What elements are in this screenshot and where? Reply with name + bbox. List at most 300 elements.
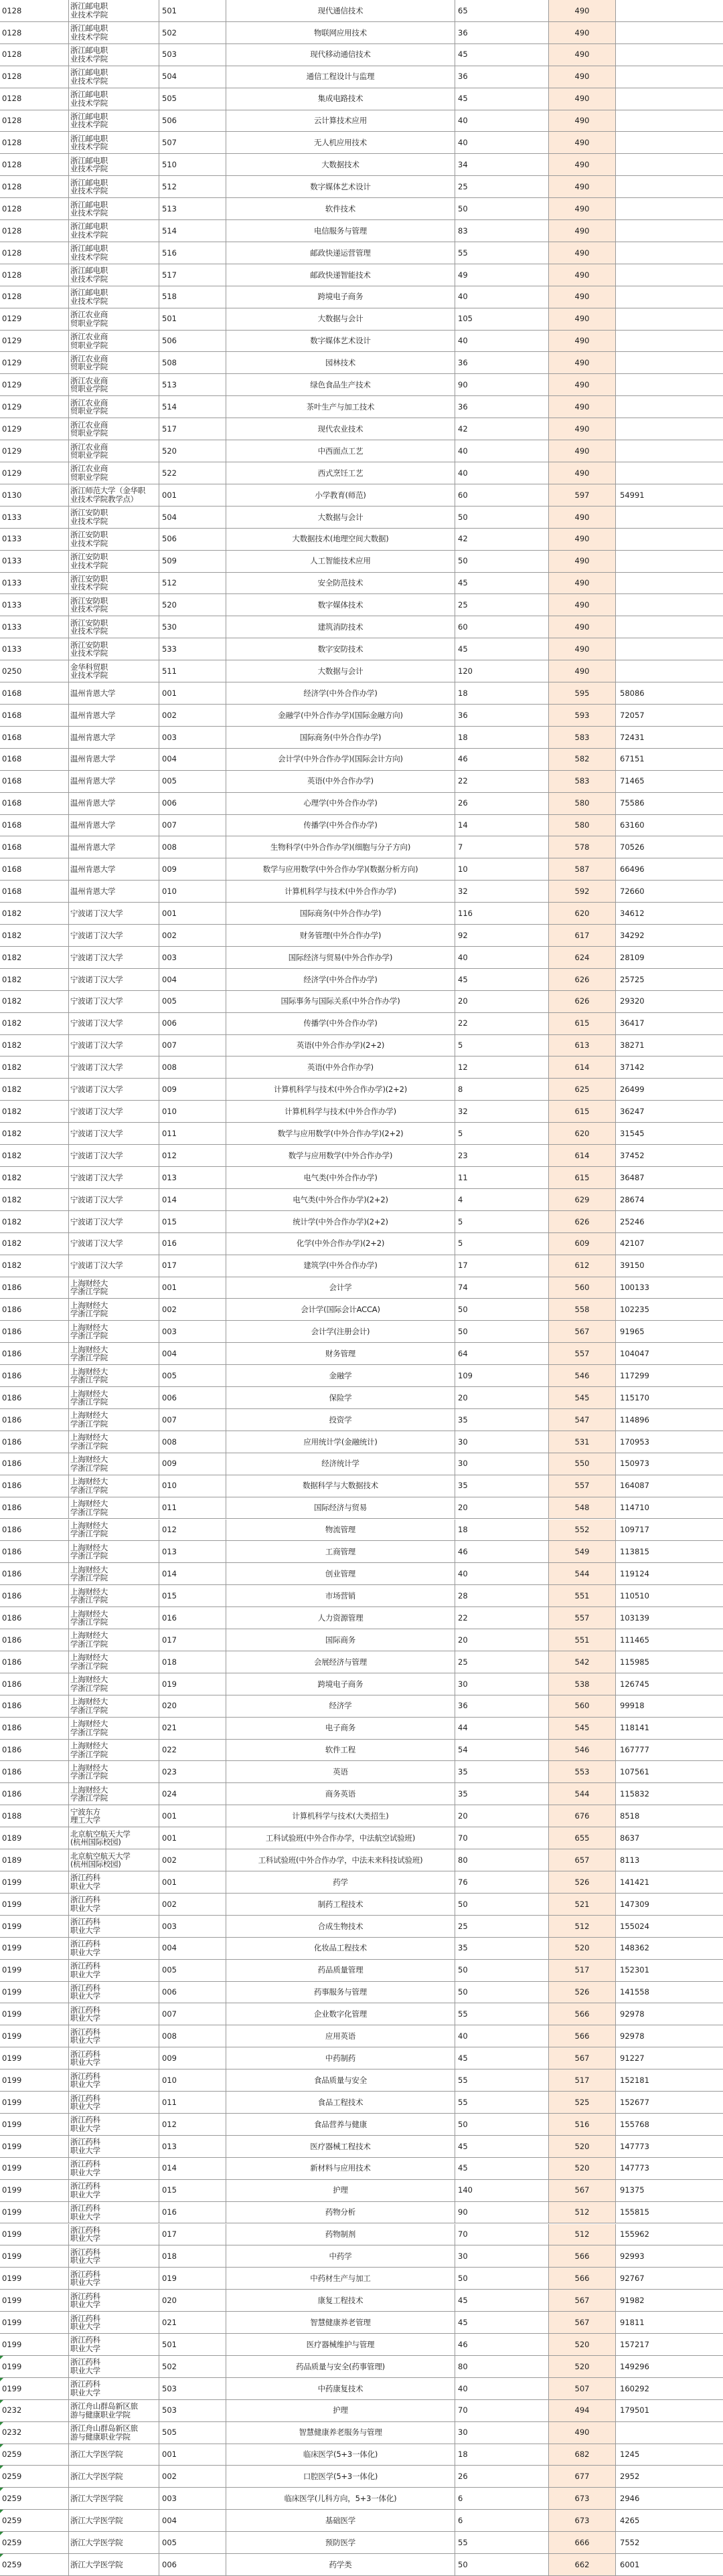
major-code-cell: 506 [159, 110, 226, 132]
min-score-cell: 593 [549, 705, 616, 726]
major-code-cell: 010 [159, 2069, 226, 2091]
table-row [0, 2290, 723, 2312]
plan-count-cell: 25 [455, 1651, 549, 1673]
major-name-cell: 药事服务与管理 [226, 1982, 455, 2003]
min-rank-cell: 37452 [620, 1150, 645, 1160]
major-name-cell: 智慧健康养老服务与管理 [226, 2422, 455, 2444]
plan-count-cell: 20 [455, 1805, 549, 1827]
school-code-cell: 0259 [0, 2466, 69, 2487]
major-code-cell: 010 [159, 1101, 226, 1122]
plan-count-cell: 25 [455, 176, 549, 197]
major-name-cell: 基础医学 [226, 2510, 455, 2531]
major-code-cell: 533 [159, 638, 226, 660]
major-name-cell: 药品质量与安全(药事管理) [226, 2356, 455, 2377]
table-row [0, 1167, 723, 1189]
min-rank-cell [616, 396, 723, 418]
min-rank-cell [616, 286, 723, 308]
major-name-cell: 财务管理(中外合作办学) [226, 925, 455, 946]
min-rank-cell [616, 374, 723, 395]
min-score-cell: 615 [549, 1101, 616, 1122]
school-name-cell: 上海财经大 学浙江学院 [69, 1695, 159, 1717]
major-code-cell: 012 [159, 1145, 226, 1166]
min-score-cell: 490 [549, 154, 616, 175]
min-rank-cell [616, 66, 723, 88]
school-name-cell: 宁波诺丁汉大学 [69, 925, 159, 946]
min-score-cell: 490 [549, 331, 616, 352]
major-code-cell: 001 [159, 1871, 226, 1893]
school-name-cell: 浙江药科 职业大学 [69, 1916, 159, 1937]
major-code-cell: 501 [159, 308, 226, 330]
school-code-cell: 0128 [0, 242, 69, 264]
school-code-cell: 0189 [0, 1827, 69, 1849]
min-rank-cell [616, 638, 723, 660]
table-row [0, 352, 723, 374]
min-score-cell: 490 [549, 396, 616, 418]
table-row [0, 440, 723, 462]
school-name-cell: 浙江药科 职业大学 [69, 2268, 159, 2289]
major-name-cell: 数字媒体艺术设计 [226, 331, 455, 352]
plan-count-cell: 55 [455, 2003, 549, 2025]
plan-count-cell: 46 [455, 2334, 549, 2355]
table-row [0, 88, 723, 110]
major-code-cell: 017 [159, 1629, 226, 1651]
table-row [0, 551, 723, 573]
school-name-cell: 浙江农业商 贸职业学院 [69, 331, 159, 352]
school-name-cell: 宁波诺丁汉大学 [69, 1145, 159, 1166]
plan-count-cell: 7 [455, 836, 549, 858]
school-code-cell: 0199 [0, 1871, 69, 1893]
table-row [0, 1563, 723, 1585]
school-name-cell: 浙江药科 职业大学 [69, 1960, 159, 1981]
major-name-cell: 电信服务与管理 [226, 220, 455, 242]
min-score-cell: 490 [549, 286, 616, 308]
min-rank-cell: 126745 [620, 1679, 649, 1689]
major-code-cell: 015 [159, 1585, 226, 1606]
major-name-cell: 商务英语 [226, 1783, 455, 1805]
major-code-cell: 516 [159, 242, 226, 264]
plan-count-cell: 36 [455, 352, 549, 373]
major-name-cell: 金融学(中外合作办学)(国际金融方向) [226, 705, 455, 726]
school-name-cell: 浙江邮电职 业技术学院 [69, 286, 159, 308]
major-code-cell: 008 [159, 1431, 226, 1453]
school-name-cell: 浙江药科 职业大学 [69, 2378, 159, 2399]
min-score-cell: 490 [549, 176, 616, 197]
min-rank-cell: 8518 [620, 1811, 640, 1821]
plan-count-cell: 92 [455, 925, 549, 946]
min-rank-cell: 58086 [620, 688, 645, 698]
major-name-cell: 药学类 [226, 2554, 455, 2575]
school-name-cell: 浙江药科 职业大学 [69, 2180, 159, 2201]
min-score-cell: 560 [549, 1277, 616, 1299]
school-name-cell: 宁波诺丁汉大学 [69, 947, 159, 968]
school-name-cell: 上海财经大 学浙江学院 [69, 1365, 159, 1386]
table-row [0, 1849, 723, 1871]
table-row [0, 1013, 723, 1035]
plan-count-cell: 76 [455, 1871, 549, 1893]
major-name-cell: 现代农业技术 [226, 418, 455, 440]
min-rank-cell: 114896 [620, 1414, 649, 1424]
min-rank-cell: 92993 [620, 2251, 645, 2262]
school-code-cell: 0186 [0, 1387, 69, 1408]
table-row [0, 969, 723, 991]
min-score-cell: 550 [549, 1453, 616, 1475]
school-code-cell: 0182 [0, 1035, 69, 1056]
min-score-cell: 560 [549, 1695, 616, 1717]
school-code-cell: 0133 [0, 594, 69, 616]
major-name-cell: 大数据技术(地理空间大数据) [226, 529, 455, 550]
major-name-cell: 合成生物技术 [226, 1916, 455, 1937]
school-name-cell: 宁波诺丁汉大学 [69, 1079, 159, 1100]
min-rank-cell [616, 462, 723, 484]
major-name-cell: 数字安防技术 [226, 638, 455, 660]
school-code-cell: 0189 [0, 1849, 69, 1871]
min-score-cell: 512 [549, 2202, 616, 2223]
min-rank-cell: 141421 [620, 1877, 649, 1887]
major-code-cell: 012 [159, 2114, 226, 2135]
school-code-cell: 0199 [0, 2180, 69, 2201]
plan-count-cell: 45 [455, 2312, 549, 2333]
min-score-cell: 592 [549, 881, 616, 902]
major-code-cell: 002 [159, 705, 226, 726]
min-rank-cell: 2952 [620, 2472, 640, 2482]
min-score-cell: 490 [549, 132, 616, 153]
table-row [0, 1585, 723, 1607]
school-code-cell: 0199 [0, 2047, 69, 2069]
school-code-cell: 0168 [0, 836, 69, 858]
school-code-cell: 0182 [0, 903, 69, 924]
min-score-cell: 542 [549, 1651, 616, 1673]
major-name-cell: 软件工程 [226, 1740, 455, 1761]
plan-count-cell: 140 [455, 2180, 549, 2201]
school-code-cell: 0186 [0, 1453, 69, 1475]
min-rank-cell [616, 573, 723, 594]
school-name-cell: 浙江药科 职业大学 [69, 1894, 159, 1915]
plan-count-cell: 46 [455, 1541, 549, 1562]
cell-marker-icon [0, 2356, 3, 2359]
plan-count-cell: 50 [455, 1321, 549, 1342]
major-name-cell: 小学教育(师范) [226, 484, 455, 506]
table-row [0, 1761, 723, 1783]
min-rank-cell: 104047 [620, 1348, 649, 1358]
table-row [0, 2245, 723, 2268]
major-name-cell: 人工智能技术应用 [226, 551, 455, 572]
school-code-cell: 0259 [0, 2510, 69, 2531]
major-code-cell: 017 [159, 1255, 226, 1277]
major-name-cell: 现代移动通信技术 [226, 44, 455, 66]
major-name-cell: 新材料与应用技术 [226, 2158, 455, 2179]
major-name-cell: 软件技术 [226, 198, 455, 219]
major-name-cell: 英语(中外合作办学) [226, 1056, 455, 1078]
major-code-cell: 520 [159, 594, 226, 616]
school-name-cell: 温州肯恩大学 [69, 749, 159, 770]
plan-count-cell: 10 [455, 858, 549, 880]
major-name-cell: 药学 [226, 1871, 455, 1893]
min-rank-cell: 92978 [620, 2009, 645, 2019]
min-rank-cell: 36487 [620, 1172, 645, 1182]
school-name-cell: 浙江邮电职 业技术学院 [69, 198, 159, 219]
major-code-cell: 010 [159, 881, 226, 902]
school-code-cell: 0186 [0, 1629, 69, 1651]
major-code-cell: 504 [159, 507, 226, 528]
plan-count-cell: 34 [455, 154, 549, 175]
table-row [0, 836, 723, 858]
school-code-cell: 0182 [0, 1056, 69, 1078]
school-name-cell: 浙江邮电职 业技术学院 [69, 176, 159, 197]
school-name-cell: 宁波诺丁汉大学 [69, 1013, 159, 1034]
school-code-cell: 0199 [0, 2378, 69, 2399]
major-name-cell: 跨境电子商务 [226, 1673, 455, 1695]
school-name-cell: 浙江安防职 业技术学院 [69, 573, 159, 594]
school-name-cell: 温州肯恩大学 [69, 836, 159, 858]
major-name-cell: 金融学 [226, 1365, 455, 1386]
school-name-cell: 上海财经大 学浙江学院 [69, 1475, 159, 1497]
major-name-cell: 电子商务 [226, 1718, 455, 1739]
table-row [0, 2488, 723, 2510]
table-row [0, 1740, 723, 1762]
table-row [0, 1409, 723, 1431]
table-row [0, 1365, 723, 1387]
table-row [0, 1497, 723, 1520]
min-score-cell: 583 [549, 727, 616, 748]
plan-count-cell: 5 [455, 1123, 549, 1144]
school-code-cell: 0199 [0, 2092, 69, 2113]
school-code-cell: 0186 [0, 1409, 69, 1431]
school-name-cell: 温州肯恩大学 [69, 815, 159, 836]
major-name-cell: 数字媒体艺术设计 [226, 176, 455, 197]
min-rank-cell [616, 154, 723, 175]
school-name-cell: 浙江药科 职业大学 [69, 2047, 159, 2069]
table-row [0, 1520, 723, 1542]
major-code-cell: 509 [159, 551, 226, 572]
plan-count-cell: 20 [455, 1387, 549, 1408]
min-score-cell: 626 [549, 991, 616, 1012]
school-code-cell: 0133 [0, 507, 69, 528]
major-code-cell: 004 [159, 1343, 226, 1364]
plan-count-cell: 26 [455, 2466, 549, 2487]
min-rank-cell [616, 110, 723, 132]
major-code-cell: 003 [159, 1321, 226, 1342]
major-name-cell: 建筑学(中外合作办学) [226, 1255, 455, 1277]
major-code-cell: 510 [159, 154, 226, 175]
major-code-cell: 020 [159, 2290, 226, 2311]
table-row [0, 594, 723, 616]
school-name-cell: 浙江农业商 贸职业学院 [69, 440, 159, 462]
school-name-cell: 浙江农业商 贸职业学院 [69, 396, 159, 418]
plan-count-cell: 42 [455, 418, 549, 440]
plan-count-cell: 55 [455, 2092, 549, 2113]
table-row [0, 1123, 723, 1145]
table-row [0, 1453, 723, 1475]
min-score-cell: 567 [549, 2180, 616, 2201]
major-name-cell: 邮政快递智能技术 [226, 264, 455, 286]
major-name-cell: 计算机科学与技术(中外合作办学) [226, 1101, 455, 1122]
plan-count-cell: 28 [455, 1585, 549, 1606]
min-score-cell: 557 [549, 1343, 616, 1364]
plan-count-cell: 12 [455, 1056, 549, 1078]
major-code-cell: 507 [159, 132, 226, 153]
min-score-cell: 490 [549, 616, 616, 638]
major-name-cell: 国际商务 [226, 1629, 455, 1651]
table-row [0, 2422, 723, 2444]
major-name-cell: 护理 [226, 2180, 455, 2201]
major-code-cell: 002 [159, 1894, 226, 1915]
min-rank-cell: 110510 [620, 1590, 649, 1600]
school-name-cell: 上海财经大 学浙江学院 [69, 1585, 159, 1606]
major-name-cell: 会计学 [226, 1277, 455, 1299]
plan-count-cell: 50 [455, 2554, 549, 2575]
major-name-cell: 口腔医学(5+3一体化) [226, 2466, 455, 2487]
school-name-cell: 浙江药科 职业大学 [69, 2290, 159, 2311]
school-code-cell: 0168 [0, 815, 69, 836]
major-code-cell: 522 [159, 462, 226, 484]
table-row [0, 374, 723, 396]
min-rank-cell [616, 529, 723, 550]
school-code-cell: 0199 [0, 1960, 69, 1981]
cell-marker-icon [0, 2510, 3, 2513]
min-rank-cell: 1245 [620, 2450, 640, 2460]
min-score-cell: 558 [549, 1299, 616, 1320]
school-name-cell: 浙江安防职 业技术学院 [69, 551, 159, 572]
plan-count-cell: 44 [455, 1718, 549, 1739]
school-code-cell: 0259 [0, 2488, 69, 2509]
school-code-cell: 0128 [0, 264, 69, 286]
school-name-cell: 温州肯恩大学 [69, 705, 159, 726]
major-code-cell: 505 [159, 2422, 226, 2444]
school-name-cell: 浙江药科 职业大学 [69, 1982, 159, 2003]
school-code-cell: 0186 [0, 1343, 69, 1364]
plan-count-cell: 50 [455, 507, 549, 528]
major-name-cell: 中西面点工艺 [226, 440, 455, 462]
major-name-cell: 数学与应用数学(中外合作办学) [226, 1145, 455, 1166]
major-name-cell: 大数据技术 [226, 154, 455, 175]
min-score-cell: 587 [549, 858, 616, 880]
school-code-cell: 0182 [0, 1145, 69, 1166]
table-row [0, 2069, 723, 2092]
major-code-cell: 513 [159, 198, 226, 219]
school-code-cell: 0182 [0, 1189, 69, 1210]
min-score-cell: 490 [549, 594, 616, 616]
major-name-cell: 数学与应用数学(中外合作办学)(数据分析方向) [226, 858, 455, 880]
min-rank-cell [616, 440, 723, 462]
table-row [0, 2114, 723, 2136]
plan-count-cell: 50 [455, 1982, 549, 2003]
plan-count-cell: 40 [455, 1563, 549, 1584]
major-name-cell: 通信工程设计与监理 [226, 66, 455, 88]
major-code-cell: 001 [159, 484, 226, 506]
major-name-cell: 药物分析 [226, 2202, 455, 2223]
school-code-cell: 0199 [0, 2356, 69, 2377]
table-row [0, 507, 723, 529]
school-name-cell: 上海财经大 学浙江学院 [69, 1651, 159, 1673]
school-name-cell: 浙江药科 职业大学 [69, 2025, 159, 2047]
school-code-cell: 0186 [0, 1718, 69, 1739]
major-code-cell: 014 [159, 1189, 226, 1210]
table-row [0, 881, 723, 903]
school-name-cell: 浙江安防职 业技术学院 [69, 594, 159, 616]
plan-count-cell: 45 [455, 2047, 549, 2069]
min-score-cell: 490 [549, 638, 616, 660]
major-code-cell: 015 [159, 2180, 226, 2201]
school-code-cell: 0168 [0, 771, 69, 792]
school-name-cell: 上海财经大 学浙江学院 [69, 1629, 159, 1651]
plan-count-cell: 32 [455, 881, 549, 902]
min-score-cell: 490 [549, 352, 616, 373]
school-code-cell: 0199 [0, 2268, 69, 2289]
major-code-cell: 004 [159, 969, 226, 990]
plan-count-cell: 35 [455, 1938, 549, 1959]
major-name-cell: 人力资源管理 [226, 1607, 455, 1629]
school-code-cell: 0199 [0, 2334, 69, 2355]
major-code-cell: 517 [159, 418, 226, 440]
min-rank-cell [616, 2422, 723, 2444]
major-name-cell: 食品质量与安全 [226, 2069, 455, 2091]
plan-count-cell: 42 [455, 529, 549, 550]
min-rank-cell: 67151 [620, 754, 645, 764]
plan-count-cell: 6 [455, 2488, 549, 2509]
min-rank-cell: 164087 [620, 1481, 649, 1491]
min-score-cell: 662 [549, 2554, 616, 2575]
major-name-cell: 计算机科学与技术(中外合作办学)(2+2) [226, 1079, 455, 1100]
min-rank-cell: 111465 [620, 1635, 649, 1645]
table-row [0, 66, 723, 88]
major-name-cell: 国际商务(中外合作办学) [226, 903, 455, 924]
plan-count-cell: 70 [455, 2224, 549, 2245]
major-name-cell: 云计算技术应用 [226, 110, 455, 132]
major-code-cell: 506 [159, 331, 226, 352]
school-name-cell: 上海财经大 学浙江学院 [69, 1761, 159, 1782]
school-code-cell: 0182 [0, 1167, 69, 1188]
plan-count-cell: 55 [455, 242, 549, 264]
school-code-cell: 0259 [0, 2554, 69, 2575]
school-name-cell: 浙江药科 职业大学 [69, 2245, 159, 2267]
plan-count-cell: 18 [455, 727, 549, 748]
school-code-cell: 0182 [0, 1255, 69, 1277]
plan-count-cell: 109 [455, 1365, 549, 1386]
min-score-cell: 613 [549, 1035, 616, 1056]
school-name-cell: 浙江舟山群岛新区旅 游与健康职业学院 [69, 2400, 159, 2421]
school-code-cell: 0128 [0, 44, 69, 66]
cell-marker-icon [0, 2532, 3, 2535]
min-rank-cell: 4265 [620, 2515, 640, 2525]
major-code-cell: 005 [159, 2532, 226, 2553]
min-rank-cell [616, 0, 723, 21]
table-row [0, 1255, 723, 1277]
major-code-cell: 505 [159, 88, 226, 110]
min-score-cell: 629 [549, 1189, 616, 1210]
major-code-cell: 009 [159, 1079, 226, 1100]
min-score-cell: 526 [549, 1871, 616, 1893]
plan-count-cell: 30 [455, 2245, 549, 2267]
min-score-cell: 609 [549, 1233, 616, 1255]
school-name-cell: 浙江邮电职 业技术学院 [69, 22, 159, 43]
school-code-cell: 0250 [0, 660, 69, 682]
school-name-cell: 上海财经大 学浙江学院 [69, 1497, 159, 1519]
school-code-cell: 0199 [0, 2245, 69, 2267]
school-name-cell: 浙江药科 职业大学 [69, 1871, 159, 1893]
school-code-cell: 0259 [0, 2444, 69, 2466]
plan-count-cell: 20 [455, 991, 549, 1012]
major-name-cell: 会计学(国际会计ACCA) [226, 1299, 455, 1320]
min-rank-cell: 66496 [620, 864, 645, 875]
major-name-cell: 制药工程技术 [226, 1894, 455, 1915]
table-row [0, 2400, 723, 2422]
min-rank-cell: 91375 [620, 2185, 645, 2195]
school-name-cell: 浙江邮电职 业技术学院 [69, 154, 159, 175]
major-code-cell: 021 [159, 2312, 226, 2333]
min-rank-cell: 155962 [620, 2229, 649, 2239]
table-row [0, 1299, 723, 1321]
table-row [0, 396, 723, 418]
